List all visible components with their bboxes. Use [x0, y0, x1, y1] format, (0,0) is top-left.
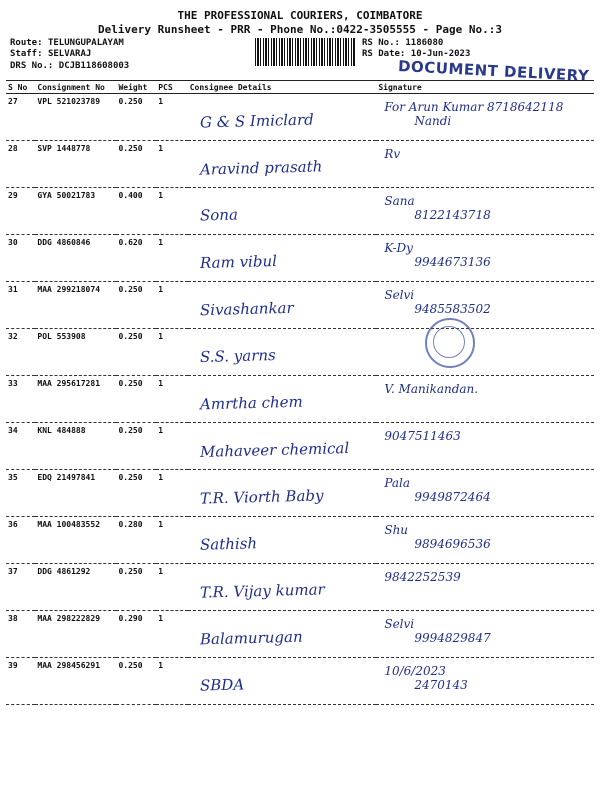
pcs-cell: 1 — [156, 376, 188, 423]
signature-line: For Arun Kumar 8718642118 — [384, 100, 564, 114]
pcs-cell: 1 — [156, 141, 188, 188]
weight-cell: 0.250 — [116, 470, 156, 517]
serial-number-cell: 35 — [6, 470, 35, 517]
pcs-cell: 1 — [156, 611, 188, 658]
table-row — [6, 658, 594, 705]
table-row — [6, 188, 594, 235]
weight-cell: 0.250 — [116, 423, 156, 470]
signature-line: 9047511463 — [384, 429, 461, 443]
signature-line: Rv — [384, 147, 401, 161]
serial-number-cell: 28 — [6, 141, 35, 188]
consignee-handwriting: T.R. Viorth Baby — [199, 486, 324, 508]
signature-cell — [376, 282, 594, 329]
pcs-cell: 1 — [156, 470, 188, 517]
signature-handwriting — [384, 194, 490, 222]
weight-cell: 0.250 — [116, 141, 156, 188]
serial-number-cell: 37 — [6, 564, 35, 611]
consignee-handwriting: Aravind prasath — [199, 157, 323, 179]
table-header-row — [6, 81, 594, 94]
signature-cell — [376, 564, 594, 611]
pcs-cell: 1 — [156, 517, 188, 564]
signature-line: 10/6/2023 — [384, 664, 446, 678]
consignee-cell — [188, 329, 377, 376]
signature-line: 2470143 — [414, 678, 468, 692]
pcs-cell: 1 — [156, 329, 188, 376]
signature-cell — [376, 329, 594, 376]
col-consignee: Consignee Details — [188, 81, 377, 94]
consignment-cell: MAA 100483552 — [35, 517, 116, 564]
serial-number-cell: 36 — [6, 517, 35, 564]
drs-line — [10, 61, 129, 71]
pcs-cell: 1 — [156, 235, 188, 282]
pcs-cell: 1 — [156, 282, 188, 329]
signature-cell — [376, 188, 594, 235]
consignee-handwriting: G & S Imiclard — [199, 110, 314, 132]
consignee-cell — [188, 470, 377, 517]
signature-line: V. Manikandan. — [384, 382, 479, 396]
signature-handwriting — [384, 100, 563, 128]
table-row — [6, 470, 594, 517]
weight-cell: 0.280 — [116, 517, 156, 564]
consignment-cell: DDG 4861292 — [35, 564, 116, 611]
consignee-handwriting: Ram vibul — [199, 251, 277, 273]
weight-cell: 0.250 — [116, 376, 156, 423]
signature-cell — [376, 94, 594, 141]
consignee-cell — [188, 94, 377, 141]
consignee-cell — [188, 423, 377, 470]
drs-label: DRS No.: — [10, 61, 54, 71]
runsheet-subtitle: Delivery Runsheet - PRR - Phone No.:0422-3505555 - Page No.:3 — [98, 23, 502, 36]
table-row — [6, 376, 594, 423]
consignee-handwriting: Sivashankar — [199, 298, 294, 320]
weight-cell: 0.290 — [116, 611, 156, 658]
route-line — [10, 38, 124, 48]
signature-handwriting — [384, 664, 467, 692]
pcs-cell: 1 — [156, 94, 188, 141]
signature-line: Selvi — [384, 617, 415, 631]
consignee-cell — [188, 282, 377, 329]
staff-label: Staff: — [10, 49, 43, 59]
col-consignment: Consignment No — [35, 81, 116, 94]
signature-handwriting — [384, 429, 460, 443]
consignment-cell: GYA 50021783 — [35, 188, 116, 235]
barcode — [255, 38, 355, 66]
route-label: Route: — [10, 38, 43, 48]
signature-handwriting — [384, 241, 490, 269]
signature-cell — [376, 423, 594, 470]
rs-date-label: RS Date: — [362, 49, 406, 59]
serial-number-cell: 33 — [6, 376, 35, 423]
col-sno: S No — [6, 81, 35, 94]
table-row — [6, 517, 594, 564]
serial-number-cell: 31 — [6, 282, 35, 329]
table-row — [6, 94, 594, 141]
company-title: THE PROFESSIONAL COURIERS, COIMBATORE — [177, 9, 423, 22]
consignee-handwriting: T.R. Vijay kumar — [199, 580, 325, 602]
signature-line: 9485583502 — [414, 302, 491, 316]
receiver-seal — [425, 318, 475, 368]
weight-cell: 0.400 — [116, 188, 156, 235]
consignment-cell: MAA 295617281 — [35, 376, 116, 423]
signature-handwriting — [384, 523, 490, 551]
consignment-cell: KNL 484888 — [35, 423, 116, 470]
consignee-handwriting: Balamurugan — [199, 627, 303, 649]
rs-date-value: 10-Jun-2023 — [410, 49, 471, 59]
consignee-cell — [188, 188, 377, 235]
route-value: TELUNGUPALAYAM — [47, 38, 124, 48]
signature-line: 9842252539 — [384, 570, 461, 584]
consignee-handwriting: Sathish — [199, 534, 258, 554]
consignee-cell — [188, 517, 377, 564]
signature-handwriting — [384, 570, 460, 584]
signature-line: Shu — [384, 523, 409, 537]
consignee-handwriting: S.S. yarns — [199, 346, 276, 366]
signature-handwriting — [384, 476, 490, 504]
rs-no-label: RS No.: — [362, 38, 400, 48]
col-signature: Signature — [376, 81, 594, 94]
weight-cell: 0.250 — [116, 282, 156, 329]
table-row — [6, 611, 594, 658]
consignee-handwriting: Mahaveer chemical — [199, 439, 350, 461]
consignee-cell — [188, 564, 377, 611]
signature-line: 9894696536 — [414, 537, 491, 551]
col-weight: Weight — [116, 81, 156, 94]
weight-cell: 0.250 — [116, 94, 156, 141]
consignee-cell — [188, 611, 377, 658]
col-pcs: PCS — [156, 81, 188, 94]
rs-no-line — [362, 38, 443, 48]
signature-line: Nandi — [414, 114, 452, 128]
signature-handwriting — [384, 382, 478, 396]
document-delivery-stamp: DOCUMENT DELIVERY — [397, 57, 590, 85]
signature-cell — [376, 376, 594, 423]
signature-line: 9944673136 — [414, 255, 491, 269]
consignment-cell: MAA 298456291 — [35, 658, 116, 705]
consignment-cell: VPL 521023789 — [35, 94, 116, 141]
signature-line: K-Dy — [384, 241, 413, 255]
signature-handwriting — [384, 288, 490, 316]
consignment-cell: SVP 1448778 — [35, 141, 116, 188]
serial-number-cell: 32 — [6, 329, 35, 376]
serial-number-cell: 38 — [6, 611, 35, 658]
pcs-cell: 1 — [156, 564, 188, 611]
serial-number-cell: 30 — [6, 235, 35, 282]
signature-line: 8122143718 — [414, 208, 491, 222]
rs-no-value: 1186080 — [405, 38, 444, 48]
consignment-cell: POL 553908 — [35, 329, 116, 376]
signature-line: 9949872464 — [414, 490, 491, 504]
serial-number-cell: 34 — [6, 423, 35, 470]
signature-cell — [376, 517, 594, 564]
consignee-handwriting: Amrtha chem — [199, 392, 303, 414]
table-row — [6, 282, 594, 329]
consignment-cell: DDG 4860846 — [35, 235, 116, 282]
signature-cell — [376, 611, 594, 658]
signature-cell — [376, 658, 594, 705]
signature-line: Pala — [384, 476, 411, 490]
consignee-cell — [188, 235, 377, 282]
pcs-cell: 1 — [156, 188, 188, 235]
weight-cell: 0.250 — [116, 564, 156, 611]
pcs-cell: 1 — [156, 423, 188, 470]
signature-cell — [376, 235, 594, 282]
table-row — [6, 235, 594, 282]
signature-cell — [376, 470, 594, 517]
consignee-handwriting: Sona — [199, 205, 238, 225]
pcs-cell: 1 — [156, 658, 188, 705]
consignment-cell: EDQ 21497841 — [35, 470, 116, 517]
signature-cell — [376, 141, 594, 188]
weight-cell: 0.620 — [116, 235, 156, 282]
weight-cell: 0.250 — [116, 658, 156, 705]
consignment-cell: MAA 299218074 — [35, 282, 116, 329]
consignment-cell: MAA 298222829 — [35, 611, 116, 658]
signature-line: Sana — [384, 194, 415, 208]
consignee-handwriting: SBDA — [199, 675, 245, 695]
serial-number-cell: 29 — [6, 188, 35, 235]
consignee-cell — [188, 141, 377, 188]
table-row — [6, 141, 594, 188]
table-row — [6, 564, 594, 611]
serial-number-cell: 39 — [6, 658, 35, 705]
signature-handwriting — [384, 147, 400, 161]
runsheet-table — [6, 80, 594, 705]
consignee-cell — [188, 658, 377, 705]
signature-line: 9994829847 — [414, 631, 491, 645]
drs-value: DCJB118608003 — [58, 61, 130, 71]
staff-line — [10, 49, 91, 59]
weight-cell: 0.250 — [116, 329, 156, 376]
signature-handwriting — [384, 617, 490, 645]
staff-value: SELVARAJ — [47, 49, 92, 59]
table-row — [6, 423, 594, 470]
signature-line: Selvi — [384, 288, 415, 302]
table-row — [6, 329, 594, 376]
consignee-cell — [188, 376, 377, 423]
serial-number-cell: 27 — [6, 94, 35, 141]
